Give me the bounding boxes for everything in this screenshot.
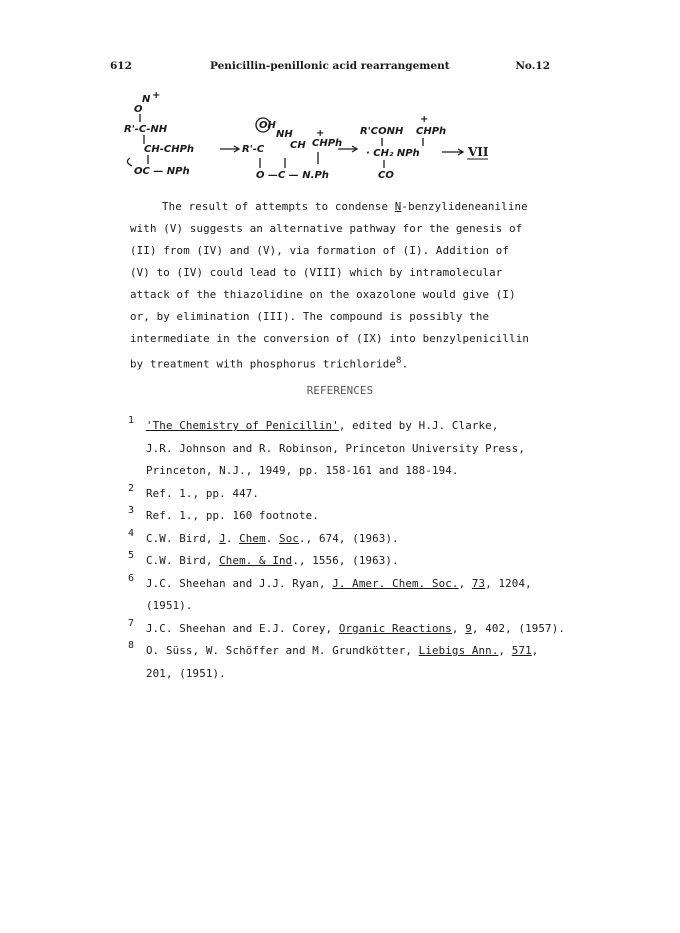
scheme-chph: CHPh (312, 138, 343, 149)
reference-number: 2 (128, 482, 135, 494)
scheme-r-c-nh: R'-C-NH (124, 124, 168, 135)
issue-number: No.12 (515, 60, 550, 72)
reference-item-2: 2 Ref. 1., pp. 447. (128, 483, 578, 506)
reference-item-7: 7 J.C. Sheehan and E.J. Corey, Organic Reactions, 9, 402, (1957). (128, 618, 578, 641)
reference-number: 3 (128, 505, 135, 516)
scheme-ch-chph: CH-CHPh (144, 144, 195, 155)
page-header (110, 60, 550, 76)
scheme-rconh: R'CONH (360, 126, 404, 137)
reference-item-6: 6 J.C. Sheehan and J.J. Ryan, J. Amer. Chem. Soc., 73, 1204, (1951). (128, 573, 578, 618)
scheme-oc-nph: OC — NPh (134, 166, 190, 177)
footnote-mark: 8 (396, 356, 402, 366)
scheme-n-plus: N (142, 94, 151, 105)
reference-item-8: 8 O. Süss, W. Schöffer and M. Grundkötter, Liebigs Ann., 571, 201, (1951). (128, 640, 578, 685)
scheme-ch2-nph: · CH₂ NPh (366, 148, 420, 159)
reference-title: 'The Chemistry of Penicillin' (146, 419, 339, 432)
scheme-compound-vii: VII (468, 145, 489, 159)
scheme-oh: OH (259, 120, 276, 131)
running-title: Penicillin-penillonic acid rearrangement (210, 60, 450, 72)
scheme-co: CO (378, 170, 394, 181)
reference-item-3: 3 Ref. 1., pp. 160 footnote. (128, 505, 578, 528)
scheme-ch: CH (290, 140, 306, 151)
reference-number: 8 (128, 640, 135, 651)
scheme-plus-3: + (420, 114, 429, 125)
scheme-o: O (134, 104, 143, 115)
scheme-plus-1: + (152, 92, 161, 101)
references-list (128, 415, 578, 685)
body-line-3: (II) from (IV) and (V), via formation of (I). Addition of (130, 244, 510, 257)
reference-number: 6 (128, 572, 135, 584)
scheme-r-c: R'-C (242, 144, 265, 155)
body-text (130, 196, 550, 376)
reaction-scheme (120, 92, 500, 192)
body-line-6: or, by elimination (III). The compound is possibly the (130, 310, 490, 323)
body-line-8: by treatment with phosphorus trichloride$^8$. (130, 356, 409, 371)
reference-number: 4 (128, 527, 135, 539)
scheme-nh: NH (276, 129, 293, 140)
body-line-7: intermediate in the conversion of (IX) into benzylpenicillin (130, 332, 530, 345)
reference-item-1: 1 'The Chemistry of Penicillin', edited by H.J. Clarke, J.R. Johnson and R. Robinson, Princeton University Press, Princeton, N.J., 1949, pp. 158-161 and 188-194. (128, 415, 578, 483)
references-heading: REFERENCES (306, 384, 374, 397)
scheme-chph-3: CHPh (416, 126, 447, 137)
body-line-2: with (V) suggests an alternative pathway for the genesis of (130, 222, 523, 235)
scheme-curved-arrow-1 (127, 158, 132, 166)
reference-item-4: 4 C.W. Bird, J. Chem. Soc., 674, (1963). (128, 528, 578, 551)
scheme-o-c-nph: O —C — N.Ph (256, 170, 329, 181)
reference-number: 5 (128, 550, 135, 561)
body-line-5: attack of the thiazolidine on the oxazolone would give (I) (130, 288, 516, 301)
scheme-plus-2: + (316, 128, 325, 139)
reference-number: 1 (128, 415, 135, 426)
body-line-1: The result of attempts to condense N-benzylideneaniline (162, 200, 528, 213)
reference-item-5: 5 C.W. Bird, Chem. & Ind., 1556, (1963). (128, 550, 578, 573)
page-number: 612 (110, 60, 132, 72)
reference-number: 7 (128, 617, 135, 629)
body-line-4: (V) to (IV) could lead to (VIII) which by intramolecular (130, 266, 503, 279)
reaction-scheme-drawing (120, 92, 500, 192)
